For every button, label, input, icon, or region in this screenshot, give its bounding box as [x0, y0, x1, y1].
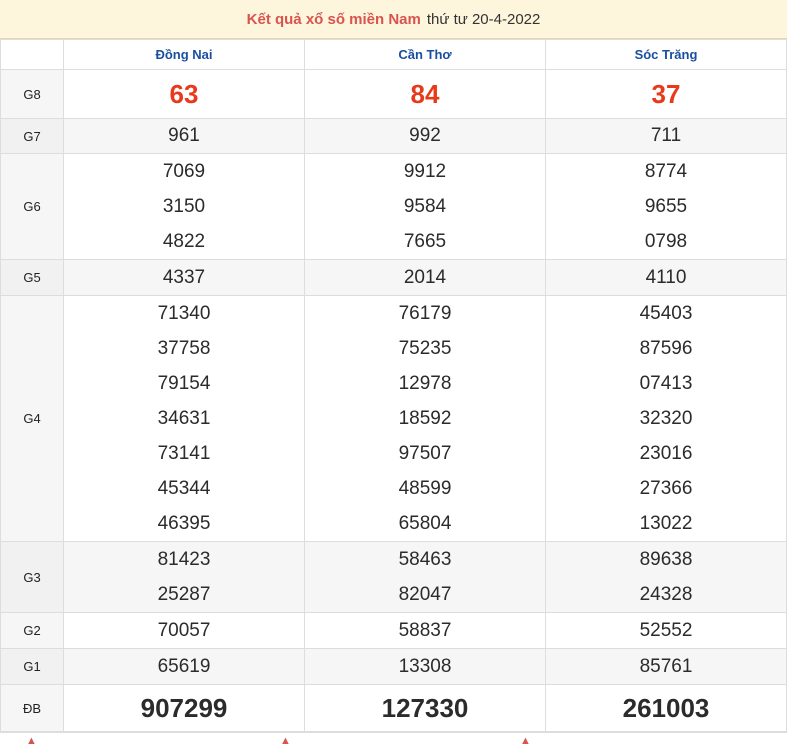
- prize-number: 24328: [639, 584, 693, 605]
- prize-number: 52552: [639, 620, 693, 641]
- prize-values-cell: [305, 154, 546, 260]
- prize-number: 81423: [157, 549, 211, 570]
- province-header-0: Đồng Nai: [64, 40, 305, 70]
- prize-values-cell: [546, 296, 787, 542]
- prize-label: ĐB: [1, 685, 64, 732]
- prize-label: G8: [1, 70, 64, 119]
- prize-number: 34631: [157, 408, 211, 429]
- prize-column-header: [1, 40, 64, 70]
- prize-number: 711: [650, 125, 682, 146]
- prize-number: 7069: [162, 161, 206, 182]
- prize-values-cell: [305, 542, 546, 613]
- prize-number: 0798: [644, 231, 688, 252]
- table-row: [1, 649, 787, 685]
- prize-number: 65619: [157, 656, 211, 677]
- page-title: Kết quả xổ số miền Nam: [246, 10, 421, 28]
- prize-values-cell: [546, 70, 787, 119]
- prize-number: 992: [409, 125, 441, 146]
- page-date: thứ tư 20-4-2022: [426, 10, 541, 28]
- prize-number: 76179: [398, 303, 452, 324]
- prize-number: 58837: [398, 620, 452, 641]
- footer-mark-2: ▲: [280, 735, 291, 747]
- footer-mark-1: ▲: [26, 735, 37, 747]
- prize-label: G3: [1, 542, 64, 613]
- prize-number: 70057: [157, 620, 211, 641]
- prize-values-cell: [546, 154, 787, 260]
- footer-mark-3: ▲: [520, 735, 531, 747]
- prize-number: 4110: [645, 267, 687, 288]
- prize-number: 79154: [157, 373, 211, 394]
- table-row: [1, 70, 787, 119]
- table-row: [1, 119, 787, 154]
- prize-number: 4822: [162, 231, 206, 252]
- prize-values-cell: [546, 613, 787, 649]
- prize-values-cell: [546, 542, 787, 613]
- prize-label: G6: [1, 154, 64, 260]
- prize-number: 45344: [157, 478, 211, 499]
- prize-number: 127330: [381, 693, 469, 723]
- prize-number: 46395: [157, 513, 211, 534]
- results-body: [1, 70, 787, 732]
- prize-values-cell: [64, 296, 305, 542]
- prize-number: 3150: [162, 196, 206, 217]
- prize-values-cell: [546, 260, 787, 296]
- prize-values-cell: [64, 649, 305, 685]
- prize-number: 7665: [403, 231, 447, 252]
- table-row: [1, 685, 787, 732]
- prize-number: 48599: [398, 478, 452, 499]
- prize-number: 8774: [644, 161, 688, 182]
- prize-number: 9912: [403, 161, 447, 182]
- prize-number: 82047: [398, 584, 452, 605]
- table-row: [1, 154, 787, 260]
- prize-number: 27366: [639, 478, 693, 499]
- prize-number: 261003: [622, 693, 710, 723]
- prize-number: 65804: [398, 513, 452, 534]
- prize-label: G5: [1, 260, 64, 296]
- table-row: [1, 542, 787, 613]
- prize-values-cell: [64, 613, 305, 649]
- prize-number: 9655: [644, 196, 688, 217]
- footer-strip: [0, 732, 787, 747]
- prize-number: 4337: [162, 267, 206, 288]
- table-header-row: [1, 40, 787, 70]
- prize-number: 12978: [398, 373, 452, 394]
- prize-number: 25287: [157, 584, 211, 605]
- prize-number: 71340: [157, 303, 211, 324]
- table-row: [1, 613, 787, 649]
- prize-values-cell: [64, 542, 305, 613]
- prize-label: G2: [1, 613, 64, 649]
- prize-values-cell: [305, 685, 546, 732]
- prize-values-cell: [546, 649, 787, 685]
- table-row: [1, 296, 787, 542]
- prize-number: 89638: [639, 549, 693, 570]
- page-header: [0, 0, 787, 39]
- prize-number: 07413: [639, 373, 693, 394]
- prize-number: 73141: [157, 443, 211, 464]
- prize-values-cell: [64, 70, 305, 119]
- prize-label: G7: [1, 119, 64, 154]
- prize-values-cell: [64, 260, 305, 296]
- province-header-1: Cần Thơ: [305, 40, 546, 70]
- prize-number: 37758: [157, 338, 211, 359]
- prize-number: 85761: [639, 656, 693, 677]
- prize-number: 18592: [398, 408, 452, 429]
- prize-number: 97507: [398, 443, 452, 464]
- prize-number: 37: [651, 79, 681, 109]
- prize-number: 961: [168, 125, 200, 146]
- prize-values-cell: [546, 119, 787, 154]
- table-row: [1, 260, 787, 296]
- prize-number: 32320: [639, 408, 693, 429]
- prize-label: G1: [1, 649, 64, 685]
- prize-label: G4: [1, 296, 64, 542]
- prize-number: 13308: [398, 656, 452, 677]
- prize-values-cell: [64, 685, 305, 732]
- prize-number: 87596: [639, 338, 693, 359]
- prize-values-cell: [305, 613, 546, 649]
- prize-values-cell: [305, 649, 546, 685]
- prize-number: 63: [169, 79, 199, 109]
- prize-number: 23016: [639, 443, 693, 464]
- prize-number: 84: [410, 79, 440, 109]
- prize-number: 907299: [140, 693, 228, 723]
- prize-values-cell: [305, 296, 546, 542]
- prize-number: 9584: [403, 196, 447, 217]
- prize-values-cell: [546, 685, 787, 732]
- prize-number: 45403: [639, 303, 693, 324]
- prize-number: 2014: [403, 267, 447, 288]
- prize-number: 13022: [639, 513, 693, 534]
- province-header-2: Sóc Trăng: [546, 40, 787, 70]
- prize-values-cell: [305, 70, 546, 119]
- prize-values-cell: [305, 119, 546, 154]
- prize-number: 58463: [398, 549, 452, 570]
- lottery-results-table: [0, 39, 787, 732]
- prize-values-cell: [64, 154, 305, 260]
- prize-values-cell: [64, 119, 305, 154]
- prize-values-cell: [305, 260, 546, 296]
- prize-number: 75235: [398, 338, 452, 359]
